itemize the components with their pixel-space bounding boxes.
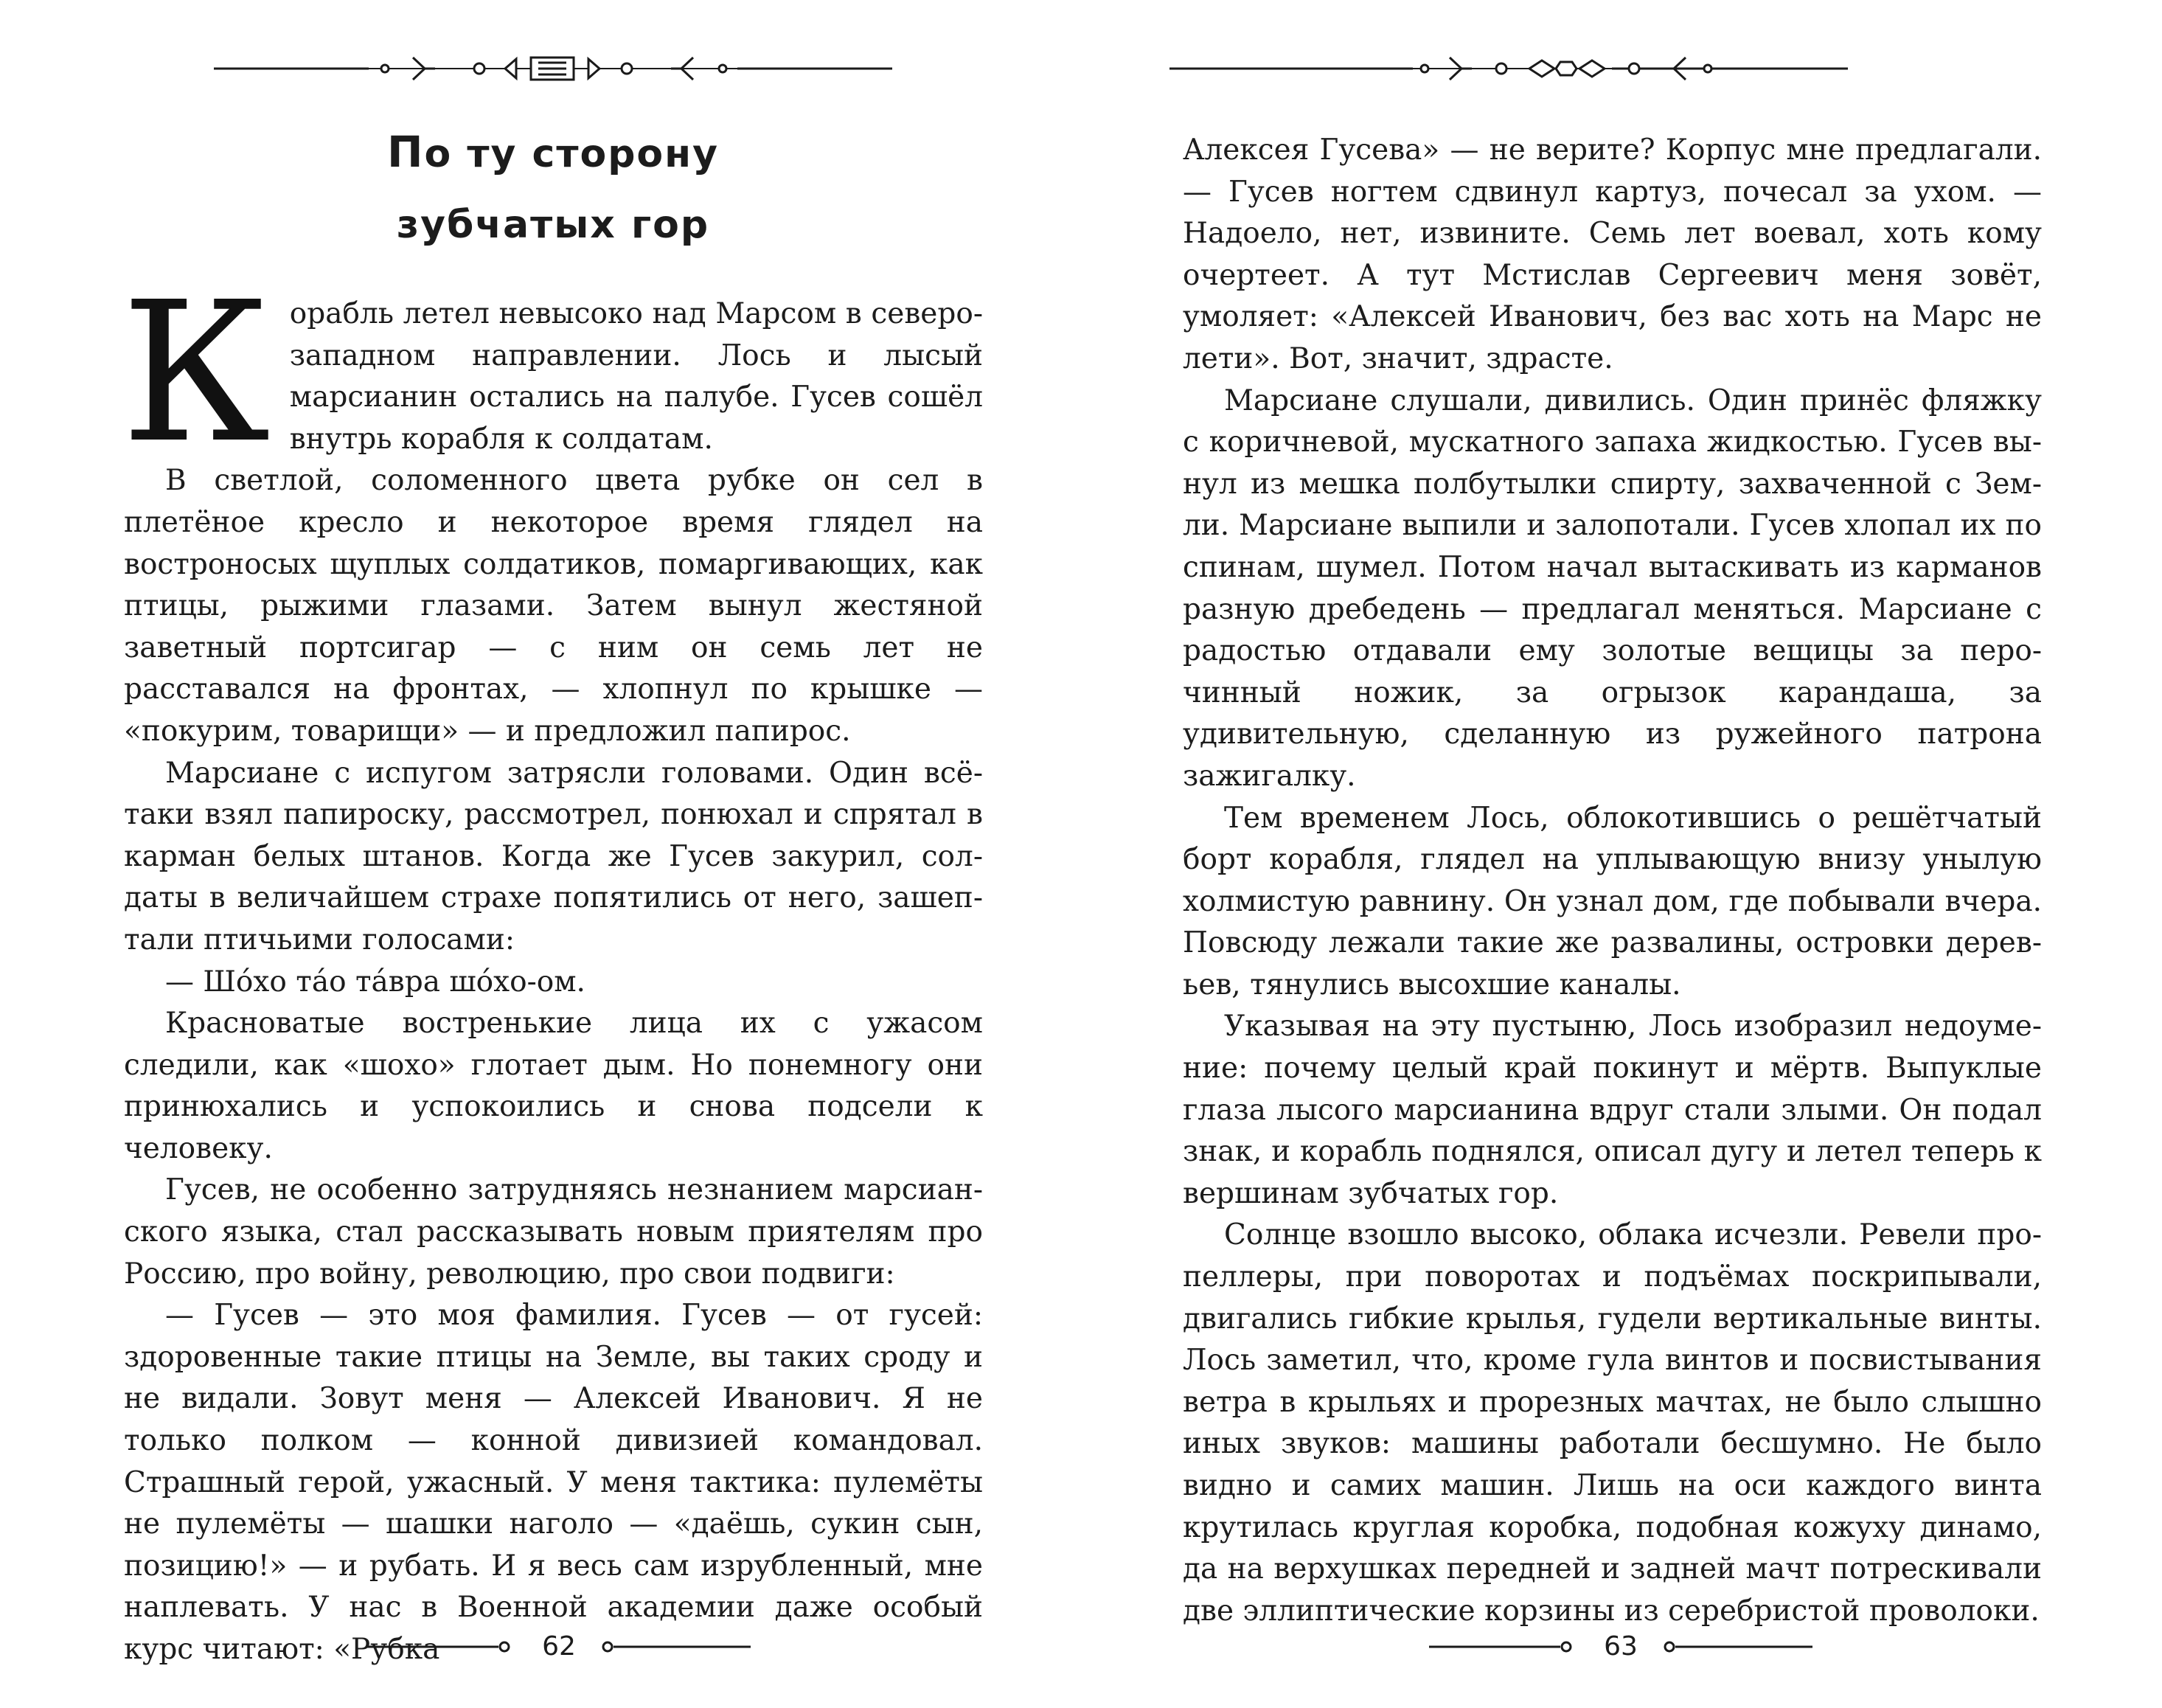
right-body-text [1183, 130, 2042, 1632]
paragraph: Солнце взошло высоко, облака исчезли. Ревели пропеллеры, при поворотах и подъёмах поскрипывали, двигались гибкие крылья, гудели вертикальные винты. Лось заметил, что, кроме гула винтов и посвистывания ветра в крыльях и прорезных мачтах, не было слышно иных звуков: машины работали бесшумно. Не было видно и самих машин. Лишь на оси каждого винта крутилась круглая коробка, подобная кожуху динамо, да на верхушках передней и задней мачт потрескивали две эллиптические корзины из серебристой проволоки. [1183, 1218, 2042, 1628]
dialogue-paragraph: — Гусев — это моя фамилия. Гусев — от гусей: здоровенные такие птицы на Земле, вы таких сроду и не видали. Зовут меня — Алексей Иванович. Я не только полком — конной дивизией командовал. Страшный герой, ужасный. У меня тактика: пулемёты не пулемёты — шашки наголо — «даёшь, сукин сын, позицию!» — и рубать. И я весь сам изрубленный, мне наплевать. У нас в Военной академии даже особый курс читают: «Рубка [124, 1299, 983, 1666]
folio-left [367, 1625, 751, 1669]
header-ornament [1169, 43, 1848, 94]
page-number: 63 [1604, 1631, 1638, 1662]
continuation-paragraph: Алексея Гусева» — не верите? Корпус мне предлагали. — Гусев ногтем сдвинул картуз, почесал за ухом. — Надоело, нет, извините. Семь лет воевал, хоть кому очертеет. А тут Мстислав Сергеевич меня зовёт, умоляет: «Алексей Иванович, без вас хоть на Марс не лети». Вот, значит, здрасте. [1183, 133, 2042, 375]
chapter-title-line1 [387, 127, 719, 177]
chapter-title-line2: зубчатых гор [396, 203, 710, 247]
paragraph: Марсиане с испугом затрясли головами. Один всётаки взял папироску, рассмотрел, понюхал и спрятал в карман белых штанов. Когда же Гусев закурил, солдаты в величайшем страхе попятились от него, зашептали птичьими голосами: [124, 756, 983, 957]
page-number: 62 [542, 1631, 576, 1662]
paragraph: Гусев, не особенно затрудняясь незнанием марсианского языка, стал рассказывать новым приятелям про Россию, про войну, революцию, про свои подвиги: [124, 1173, 983, 1291]
chapter-title-line1-text: о ту сторону [424, 132, 719, 176]
left-body-text [121, 260, 983, 1671]
paragraph: Красноватые востренькие лица их с ужасом следили, как «шохо» глотает дым. Но понемногу они принюхались и успокоились и снова подсели к человеку. [124, 1007, 983, 1165]
chapter-title [125, 117, 981, 260]
paragraph: Марсиане слушали, дивились. Один принёс фляжку с коричневой, мускатного запаха жидкостью. Гусев вынул из мешка полбутылки спирту, захваченной с Земли. Марсиане выпили и залопотали. Гусев хлопал их по спинам, шумел. Потом начал вытаскивать из карманов разную дребедень — предлагал меняться. Марсиане с радостью отдавали ему золотые вещицы за перочинный ножик, за огрызок карандаша, за удивительную, сделанную из ружейного патрона зажигалку. [1183, 383, 2042, 793]
paragraph: Тем временем Лось, облокотившись о решётчатый борт корабля, глядел на уплывающую внизу унылую холмистую равнину. Он узнал дом, где побывали вчера. Повсюду лежали такие же развалины, островки деревьев, тянулись высохшие каналы. [1183, 801, 2042, 1001]
right-page [1081, 0, 2162, 1708]
header-ornament [214, 43, 892, 94]
paragraph: В светлой, соломенного цвета рубке он сел в плетёное кресло и некоторое время глядел на востроносых щуплых солдатиков, помаргивающих, как птицы, рыжими глазами. Затем вынул жестяной заветный портсигар — с ним он семь лет не расставался на фронтах, — хлопнул по крышке — «покурим, товарищи» — и предложил папирос. [124, 464, 983, 748]
folio-right [1429, 1625, 1812, 1669]
dialogue-line: — Шо́хо та́о та́вра шо́хо-ом. [165, 965, 585, 999]
drop-cap: К [121, 260, 271, 485]
opening-paragraph [121, 260, 983, 485]
chapter-title-initial: П [387, 127, 425, 177]
opening-paragraph-text: орабль летел невысоко над Марсом в северозападном направлении. Лось и лысый марсианин остались на палубе. Гусев сошёл внутрь корабля к солдатам. [289, 297, 983, 456]
paragraph: Указывая на эту пустыню, Лось изобразил недоумение: почему целый край покинут и мёртв. Выпуклые глаза лысого марсианина вдруг стали злыми. Он подал знак, и корабль поднялся, описал дугу и летел теперь к вершинам зубчатых гор. [1183, 1010, 2042, 1210]
